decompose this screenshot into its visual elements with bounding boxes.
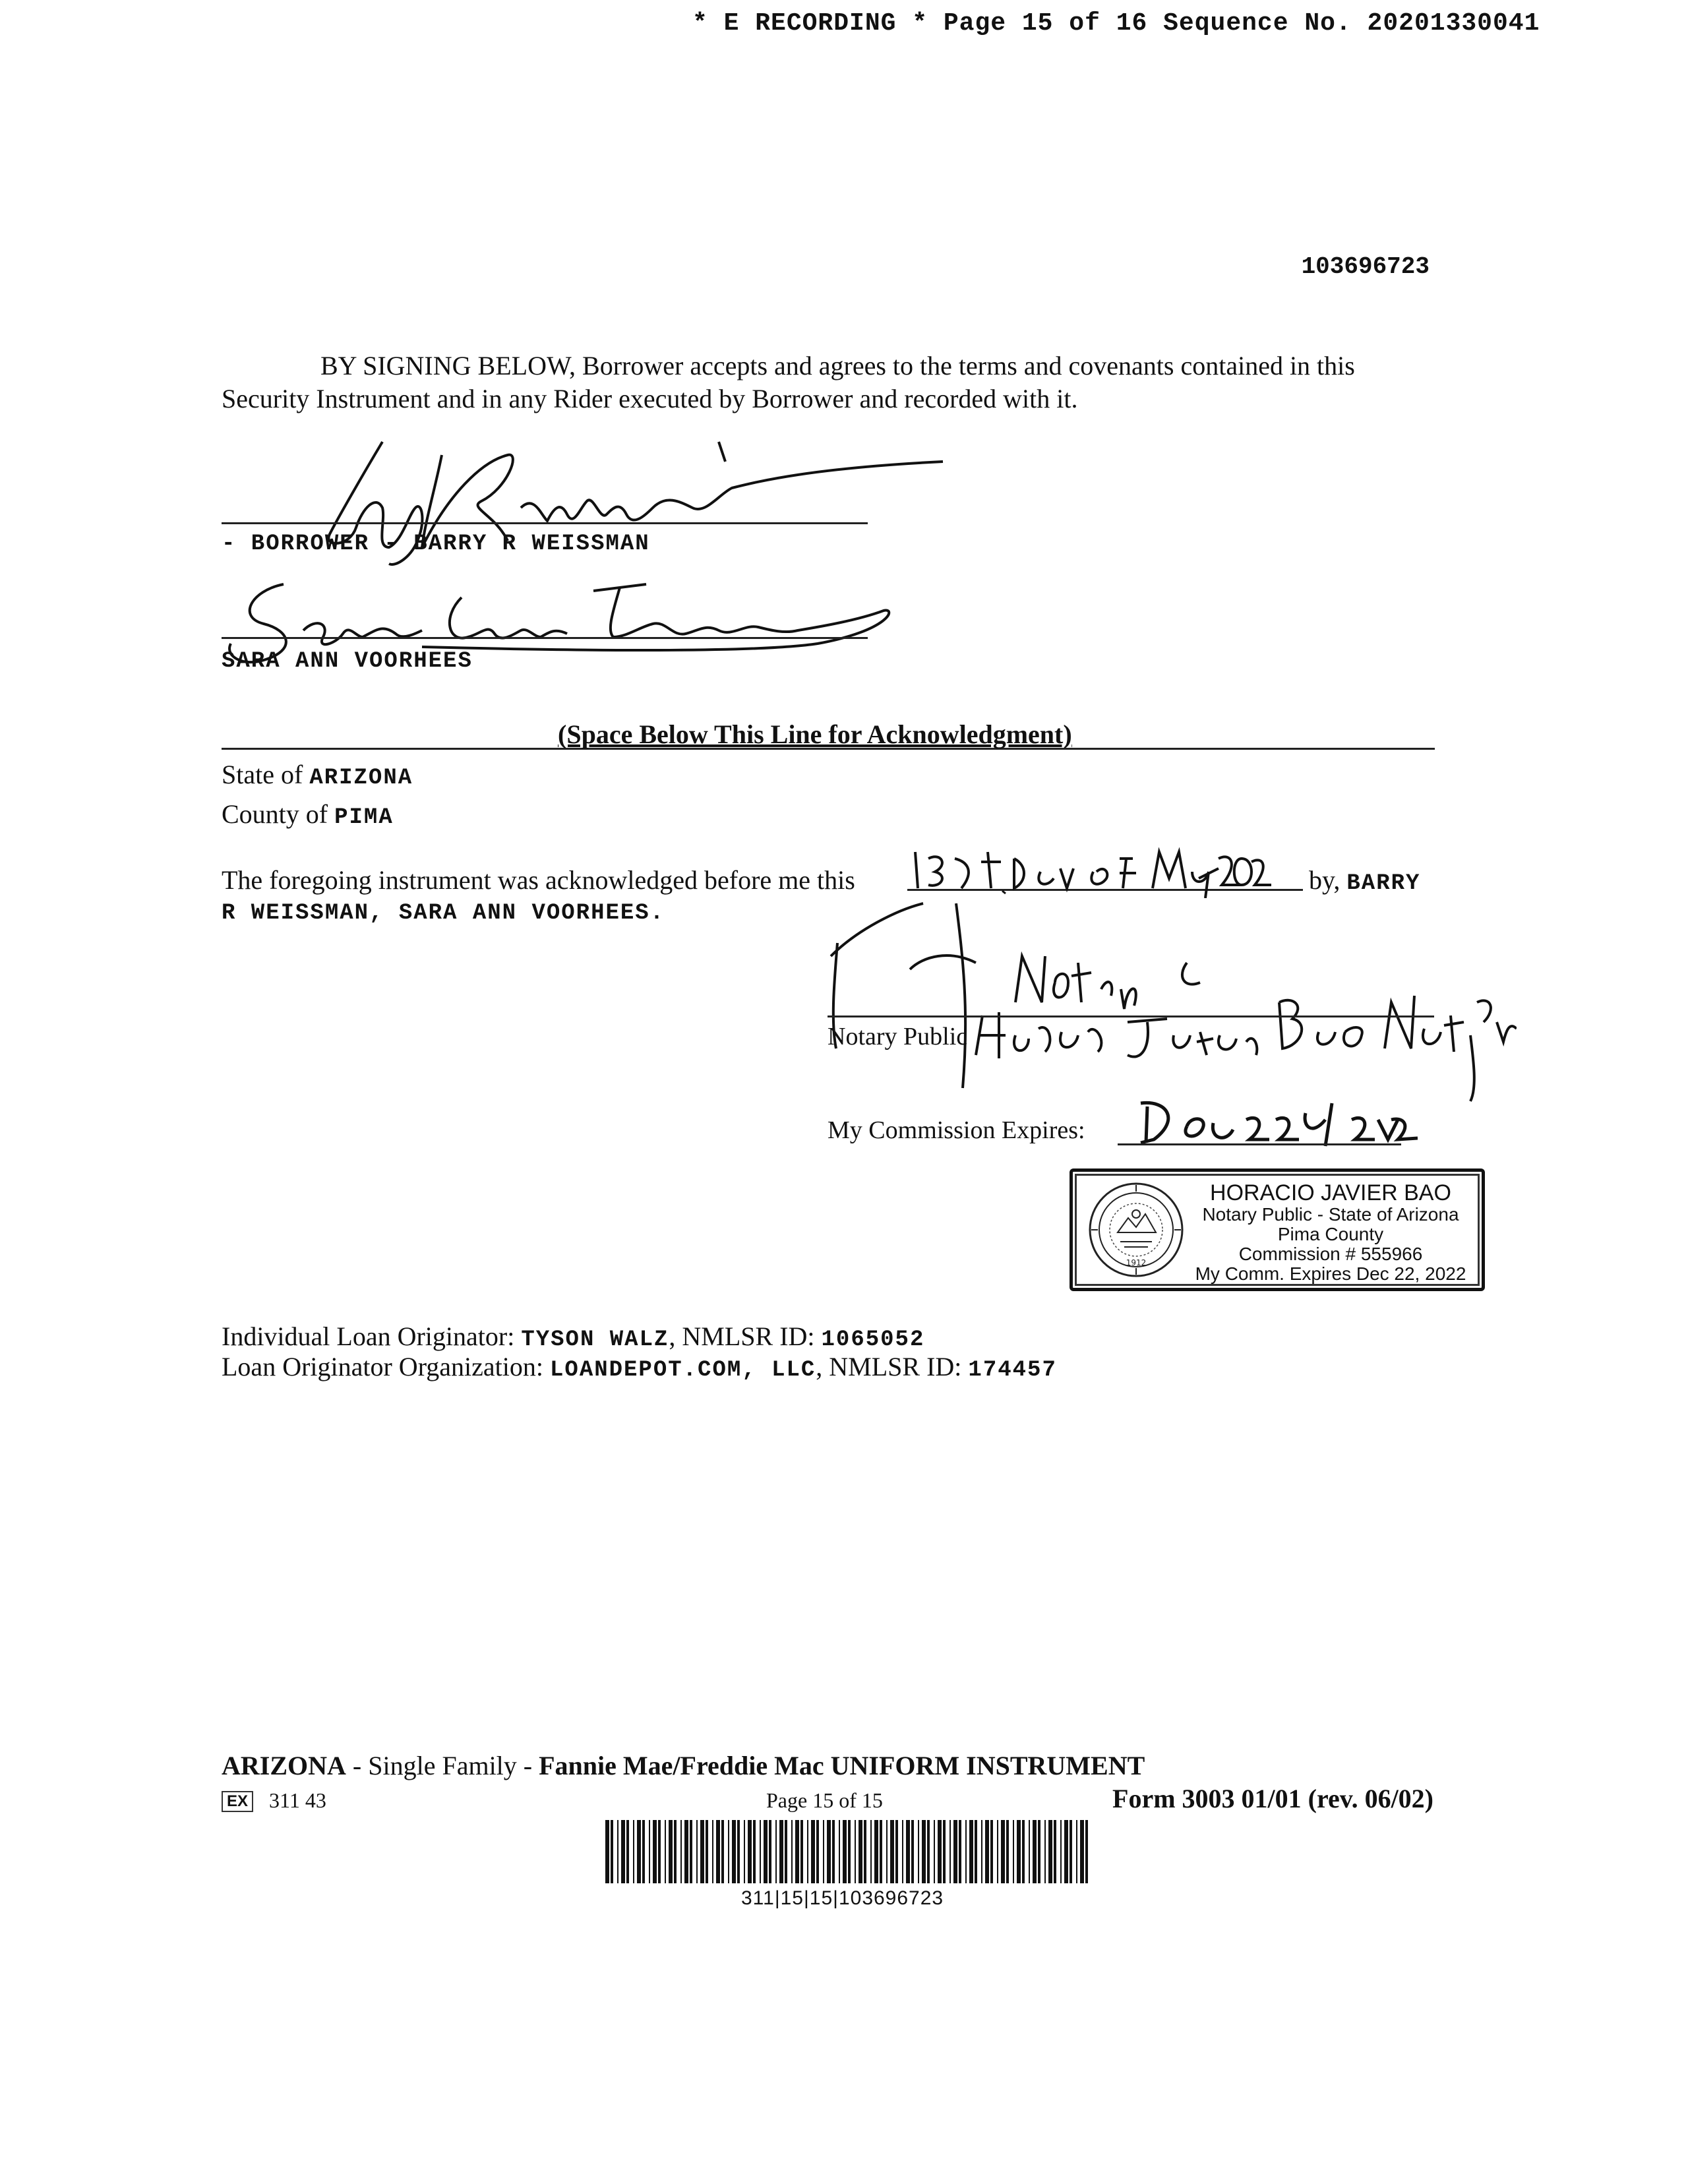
footer-page-number: Page 15 of 15 bbox=[766, 1788, 883, 1812]
notary-stamp bbox=[1070, 1168, 1485, 1291]
intro-line-1: BY SIGNING BELOW, Borrower accepts and agrees to the terms and covenants contained in this bbox=[320, 351, 1355, 380]
originator-organization-line bbox=[222, 1350, 1057, 1387]
notary-signature-line bbox=[828, 1016, 1434, 1017]
sara-signature-line bbox=[222, 637, 868, 639]
commission-date-line bbox=[1118, 1143, 1401, 1145]
stamp-line-1: Notary Public - State of Arizona bbox=[1202, 1204, 1459, 1225]
by-word: by, bbox=[1309, 865, 1341, 895]
individual-nmlsr-label: , NMLSR ID: bbox=[669, 1321, 815, 1351]
org-name: LOANDEPOT.COM, LLC bbox=[550, 1358, 816, 1383]
sara-borrower-label: SARA ANN VOORHEES bbox=[222, 649, 473, 674]
state-value: ARIZONA bbox=[309, 766, 413, 791]
individual-originator-name: TYSON WALZ bbox=[521, 1327, 669, 1352]
county-line bbox=[222, 798, 394, 834]
state-prefix: State of bbox=[222, 760, 303, 789]
recording-header: * E RECORDING * Page 15 of 16 Sequence No. 20201330041 bbox=[692, 9, 1540, 38]
foregoing-text: The foregoing instrument was acknowledged before me this bbox=[222, 865, 855, 895]
by-label bbox=[1309, 864, 1420, 900]
footer-title-mid: - Single Family - bbox=[346, 1751, 539, 1780]
acknowledgment-date-handwriting bbox=[909, 832, 1278, 898]
barcode bbox=[604, 1820, 1096, 1883]
footer-title-bold: Fannie Mae/Freddie Mac UNIFORM INSTRUMENT bbox=[539, 1751, 1145, 1780]
individual-originator-label: Individual Loan Originator: bbox=[222, 1321, 515, 1351]
footer-code: 311 43 bbox=[269, 1788, 326, 1812]
stamp-notary-name: HORACIO JAVIER BAO bbox=[1210, 1180, 1451, 1205]
footer-form-number: Form 3003 01/01 (rev. 06/02) bbox=[1112, 1784, 1433, 1813]
footer-badge: EX bbox=[222, 1791, 253, 1812]
stamp-line-4: My Comm. Expires Dec 22, 2022 bbox=[1195, 1263, 1466, 1284]
intro-line-2: Security Instrument and in any Rider executed by Borrower and recorded with it. bbox=[222, 384, 1078, 413]
acknowledgment-date-line bbox=[907, 889, 1303, 891]
footer-state: ARIZONA bbox=[222, 1751, 346, 1780]
arizona-seal-icon bbox=[1087, 1181, 1185, 1279]
acknowledgment-heading: (Space Below This Line for Acknowledgment) bbox=[558, 719, 1072, 749]
state-line bbox=[222, 758, 413, 795]
org-nmlsr-label: , NMLSR ID: bbox=[816, 1352, 962, 1381]
svg-text:1912: 1912 bbox=[1126, 1258, 1147, 1267]
org-label: Loan Originator Organization: bbox=[222, 1352, 544, 1381]
by-name-1: BARRY bbox=[1346, 871, 1421, 896]
stamp-line-2: Pima County bbox=[1277, 1224, 1384, 1244]
footer-title bbox=[222, 1750, 1145, 1781]
notary-signature bbox=[818, 890, 1517, 1108]
barcode-text: 311|15|15|103696723 bbox=[741, 1887, 944, 1909]
commission-expires-label: My Commission Expires: bbox=[828, 1116, 1085, 1144]
barry-borrower-label: - BORROWER - BARRY R WEISSMAN bbox=[222, 531, 650, 557]
county-value: PIMA bbox=[334, 805, 394, 830]
acknowledged-names: R WEISSMAN, SARA ANN VOORHEES. bbox=[222, 901, 665, 926]
stamp-text bbox=[1189, 1181, 1472, 1284]
barry-signature-line bbox=[222, 522, 868, 524]
notary-public-label: Notary Public bbox=[828, 1023, 968, 1050]
org-nmlsr-id: 174457 bbox=[968, 1358, 1057, 1383]
stamp-line-3: Commission # 555966 bbox=[1238, 1244, 1423, 1264]
county-prefix: County of bbox=[222, 799, 328, 829]
loan-number: 103696723 bbox=[1301, 253, 1430, 280]
individual-nmlsr-id: 1065052 bbox=[821, 1327, 925, 1352]
